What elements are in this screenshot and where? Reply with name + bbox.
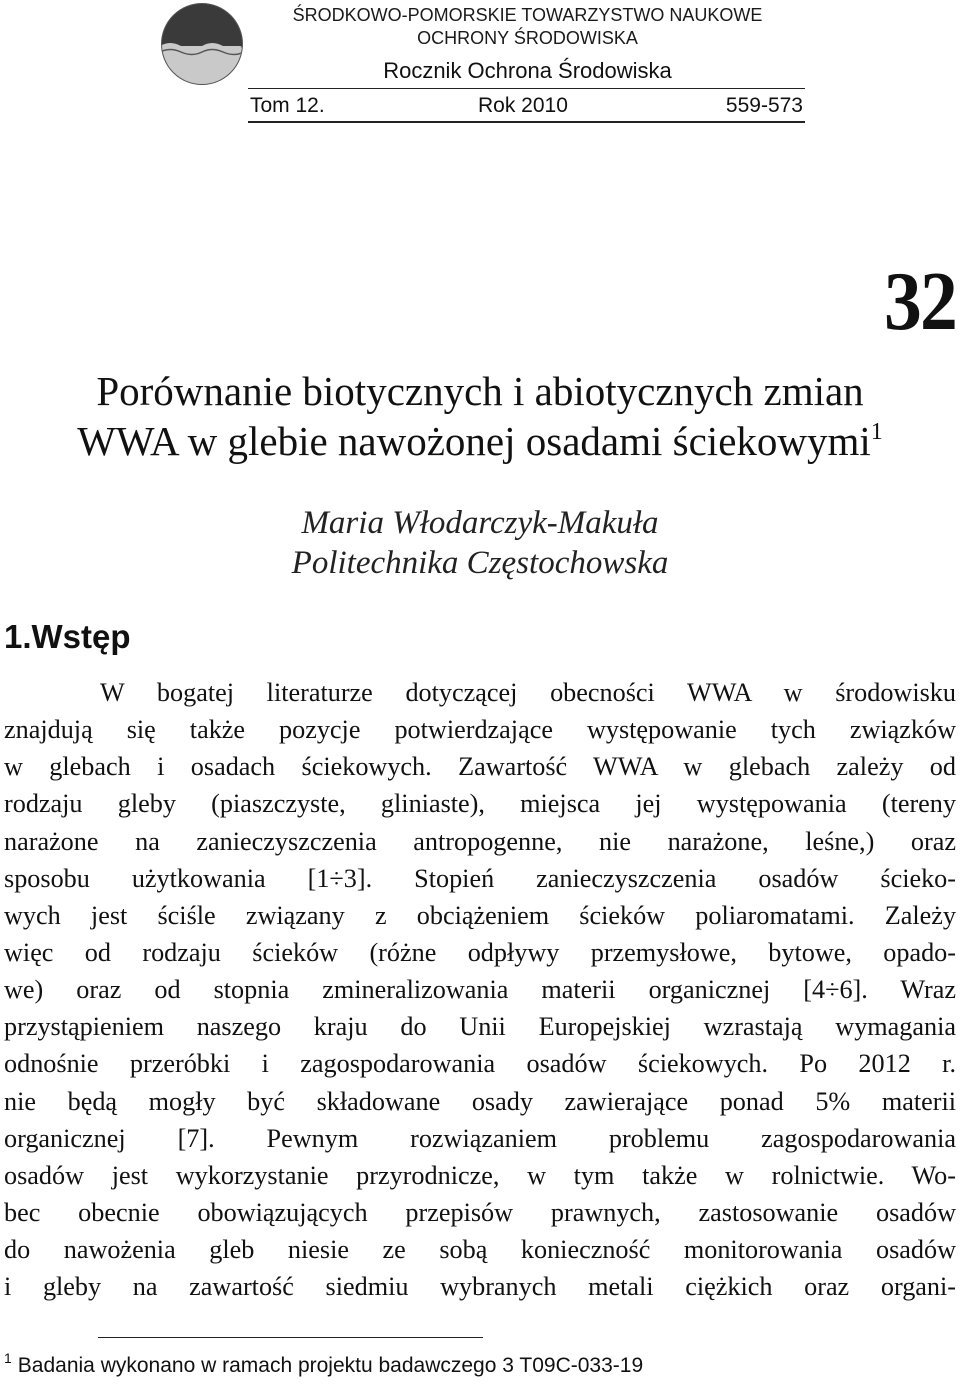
society-name-line2: OCHRONY ŚRODOWISKA: [417, 28, 638, 48]
body-line: bec obecnie obowiązujących przepisów prawnych, zastosowanie osadów: [4, 1197, 956, 1227]
body-line: organicznej [7]. Pewnym rozwiązaniem problemu zagospodarowania: [4, 1123, 956, 1153]
body-paragraph: [4, 674, 956, 1305]
body-line: i gleby na zawartość siedmiu wybranych metali ciężkich oraz organi-: [4, 1272, 956, 1302]
section-heading: 1.Wstęp: [4, 618, 131, 655]
paper-title-line2-text: WWA w glebie nawożonej osadami ściekowymi: [77, 418, 871, 464]
title-footnote-mark: 1: [870, 419, 883, 445]
author-block: [0, 503, 960, 583]
paper-title: [0, 366, 960, 466]
body-line: narażone na zanieczyszczenia antropogenne, nie narażone, leśne,) oraz: [4, 826, 956, 856]
author-name: Maria Włodarczyk-Makuła: [301, 505, 659, 541]
header-rule-bottom: [248, 121, 805, 123]
header-rule-top: [248, 88, 805, 89]
body-line: nie będą mogły być składowane osady zawierające ponad 5% materii: [4, 1086, 956, 1116]
footnote-mark: 1: [4, 1350, 12, 1366]
footnote-rule: [98, 1337, 483, 1338]
body-line: W bogatej literaturze dotyczącej obecności WWA w środowisku: [100, 678, 956, 707]
page-range: 559-573: [725, 94, 803, 117]
body-line: rodzaju gleby (piaszczyste, gliniaste), miejsca jej występowania (tereny: [4, 789, 956, 819]
body-line: więc od rodzaju ścieków (różne odpływy przemysłowe, bytowe, opado-: [4, 937, 956, 967]
paper-title-line2: [0, 416, 960, 466]
chapter-number: 32: [884, 255, 956, 348]
body-line: znajdują się także pozycje potwierdzające występowanie tych związków: [4, 715, 956, 745]
society-name-line1: ŚRODKOWO-POMORSKIE TOWARZYSTWO NAUKOWE: [292, 5, 763, 25]
footnote-text: Badania wykonano w ramach projektu badawczego 3 T09C-033-19: [17, 1354, 644, 1377]
journal-name: Rocznik Ochrona Środowiska: [383, 58, 672, 83]
body-line: sposobu użytkowania [1÷3]. Stopień zanieczyszczenia osadów ścieko-: [4, 863, 956, 893]
body-line: osadów jest wykorzystanie przyrodnicze, w tym także w rolnictwie. Wo-: [4, 1160, 956, 1190]
society-logo: [160, 2, 244, 86]
volume-year: Rok 2010: [478, 94, 568, 117]
society-name: [250, 4, 805, 50]
footnote: [4, 1352, 643, 1380]
body-line: wych jest ściśle związany z obciążeniem ścieków poliaromatami. Zależy: [4, 900, 956, 930]
body-line: w glebach i osadach ściekowych. Zawartość WWA w glebach zależy od: [4, 752, 956, 782]
body-line: do nawożenia gleb niesie ze sobą konieczność monitorowania osadów: [4, 1235, 956, 1265]
body-line: we) oraz od stopnia zmineralizowania materii organicznej [4÷6]. Wraz: [4, 975, 956, 1005]
paper-title-line1: Porównanie biotycznych i abiotycznych zmian: [96, 368, 864, 414]
author-affiliation: Politechnika Częstochowska: [291, 545, 669, 581]
body-line: odnośnie przeróbki i zagospodarowania osadów ściekowych. Po 2012 r.: [4, 1049, 956, 1079]
body-line: przystąpieniem naszego kraju do Unii Europejskiej wzrastają wymagania: [4, 1012, 956, 1042]
volume-number: Tom 12.: [250, 94, 325, 117]
